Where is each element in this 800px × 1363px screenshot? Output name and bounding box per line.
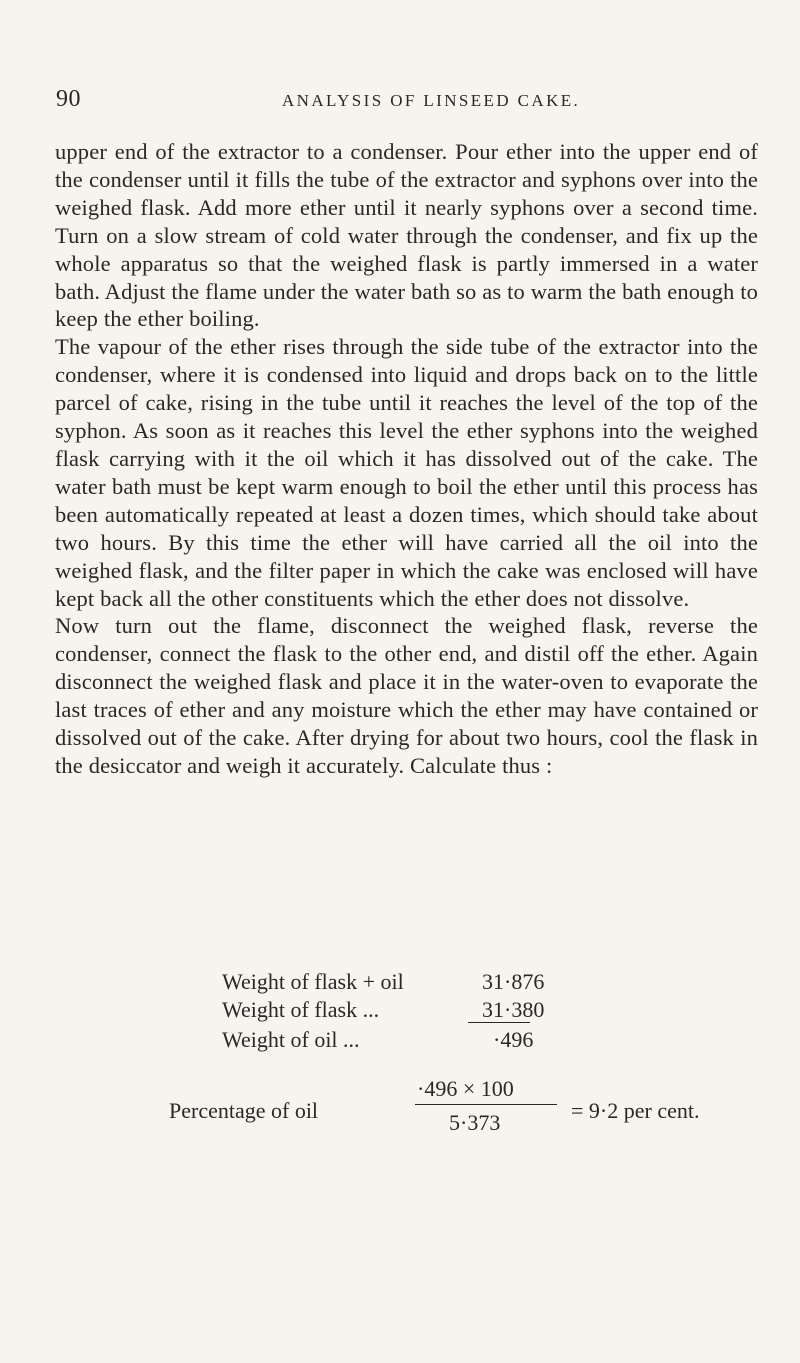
text-line: The vapour of the ether rises through the side tube of the	[55, 334, 592, 360]
text-line: was enclosed will have kept back all the other constituents	[55, 557, 759, 611]
text-line: upper end of the extractor to a condenser. Pour ether into	[55, 139, 596, 164]
percentage-result: = 9·2 per cent.	[571, 1098, 700, 1123]
text-line: Calculate thus :	[410, 752, 553, 778]
text-line: extractor into the condenser, where it is condensed into	[55, 334, 758, 388]
page-number: 90	[56, 86, 81, 112]
fraction-numerator: ·496 × 100	[417, 1076, 514, 1101]
text-line: extractor and syphons over into the weighed flask. Add	[55, 166, 759, 220]
subtotal-rule	[468, 1022, 530, 1023]
calc-label: Weight of flask + oil	[222, 969, 404, 994]
text-line: the upper end of the condenser until it fills the tube of the	[55, 139, 758, 192]
text-line: out of the cake. The water bath must be kept warm enough	[55, 445, 759, 499]
text-line: which the ether does not dissolve.	[379, 585, 690, 611]
calc-value: 31·876	[482, 969, 545, 994]
text-line: distil off the ether. Again disconnect the weighed flask and	[55, 641, 758, 695]
text-line: into the weighed flask, and the filter paper in which the cake	[55, 529, 758, 583]
text-line: Now turn out the flame, disconnect the weighed flask,	[55, 613, 633, 639]
paragraph-3	[55, 612, 758, 779]
text-line: ether and any moisture which the ether may have contained	[179, 697, 733, 723]
text-line: water bath so as to warm the bath enough to keep the ether	[55, 278, 758, 332]
text-line: As soon as it reaches this level the ether syphons into the	[132, 418, 674, 444]
fraction-denominator: 5·373	[449, 1110, 501, 1135]
paragraph-1	[55, 138, 758, 333]
text-line: reverse the condenser, connect the flask to the other end, and	[55, 613, 758, 667]
text-line: hours. By this time the ether will have carried all the oil	[100, 529, 672, 555]
text-line: immersed in a water bath. Adjust the flame under the	[55, 250, 759, 304]
body-text	[55, 138, 758, 780]
calc-value: 31·380	[482, 997, 545, 1022]
text-line: boiling.	[189, 306, 260, 332]
paragraph-2	[55, 333, 758, 612]
running-head: ANALYSIS OF LINSEED CAKE.	[282, 91, 581, 110]
text-line: to boil the ether until this process has been automatically	[55, 473, 758, 527]
text-line: the tube until it reaches the level of the top of the syphon.	[55, 390, 758, 444]
text-line: fix up the whole apparatus so that the weighed flask is partly	[55, 222, 758, 276]
text-line: or dissolved out of the cake. After drying for about two	[55, 697, 758, 751]
text-line: weighed flask carrying with it the oil which it has dissolved	[55, 418, 758, 471]
fraction-bar	[415, 1104, 557, 1105]
text-line: more ether until it nearly syphons over a second time. Turn	[55, 194, 759, 248]
calc-value: ·496	[493, 1027, 534, 1052]
text-line: on a slow stream of cold water through the condenser, and	[106, 222, 659, 248]
text-line: liquid and drops back on to the little parcel of cake, rising in	[55, 362, 758, 416]
calc-label: Weight of flask ...	[222, 997, 380, 1022]
text-line: repeated at least a dozen times, which should take about two	[55, 501, 758, 555]
calc-label: Weight of oil ...	[222, 1027, 360, 1052]
percentage-label: Percentage of oil	[169, 1098, 319, 1123]
text-line: hours, cool the flask in the desiccator and weigh it accurately.	[55, 725, 759, 778]
percentage-calculation	[169, 1076, 729, 1150]
text-line: place it in the water-oven to evaporate the last traces of	[55, 669, 759, 723]
page-header	[56, 86, 756, 116]
